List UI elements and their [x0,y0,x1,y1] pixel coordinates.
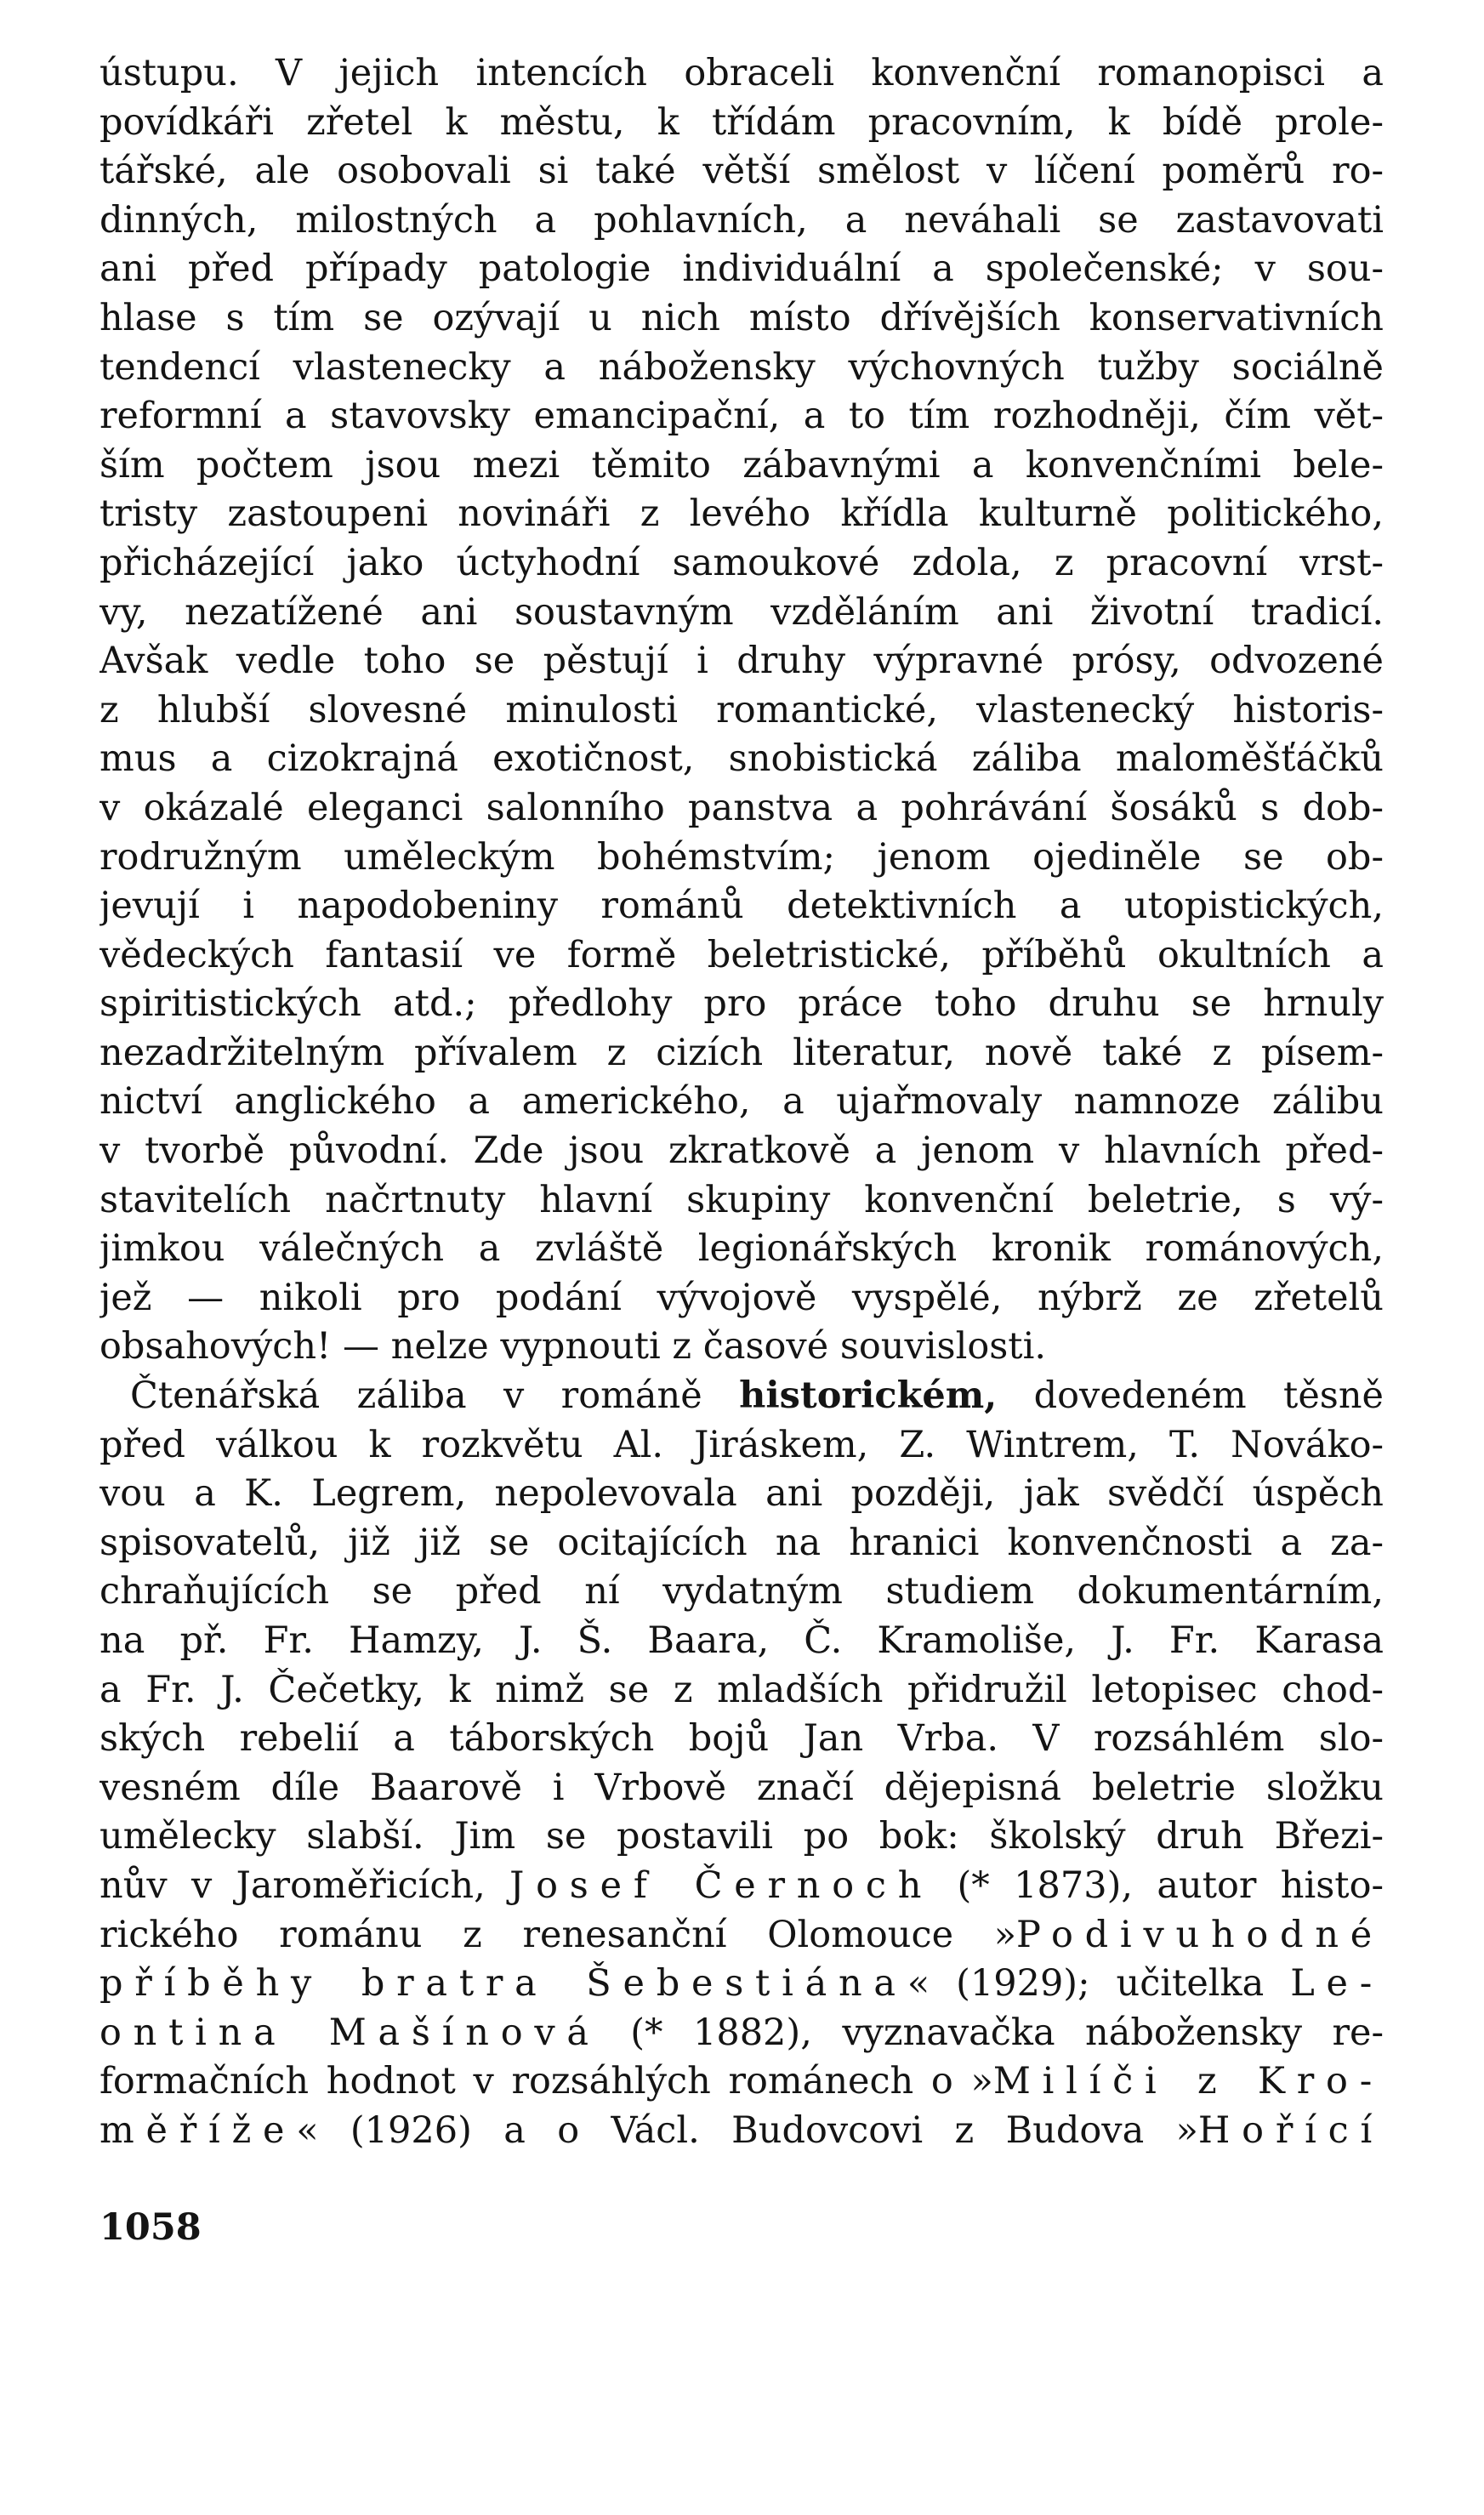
text-segment: v tvorbě původní. Zde jsou zkratkově a jenom v hlavních před- [100,1129,1384,1173]
text-line [100,735,1384,784]
text-segment: tendencí vlastenecky a nábožensky výchovných tužby sociálně [100,345,1384,389]
text-line [100,294,1384,344]
text-line [100,2057,1384,2107]
text-line [100,245,1384,294]
text-line [100,834,1384,883]
text-line [100,784,1384,834]
text-segment: reformní a stavovsky emancipační, a to tím rozhodněji, čím vět- [100,395,1384,438]
text-line [100,1568,1384,1617]
text-segment: spisovatelů, již již se ocitajících na hranici konvenčnosti a za- [100,1521,1384,1564]
spaced-name: Josef Černoch [509,1863,934,1907]
spaced-name: Milíči z Kro- [992,2060,1384,2103]
text-line [100,1127,1384,1176]
text-line [100,1960,1384,2009]
text-segment: přicházející jako úctyhodní samoukové zdola, z pracovní vrst- [100,541,1384,584]
text-segment: před válkou k rozkvětu Al. Jiráskem, Z. Wintrem, T. Novákо- [100,1423,1384,1466]
text-segment: hlase s tím se ozývají u nich místo dřívějších konservativních [100,296,1384,339]
spaced-name: Le- [1290,1962,1384,2006]
text-segment: ských rebelií a táborských bojů Jan Vrba. V rozsáhlém slo- [100,1717,1384,1761]
text-segment: rodružným uměleckým bohémstvím; jenom ojediněle se ob- [100,835,1384,879]
text-segment: « (1926) a o Václ. Budovcovi z Budova » [296,2108,1198,2152]
text-segment: spiritistických atd.; předlohy pro práce toho druhu se hrnuly [100,982,1384,1026]
text-segment: a Fr. J. Čečetky, k nimž se z mladších přidružil letopisec chod- [100,1668,1384,1711]
text-segment: tářské, ale osobovali si také větší smělost v líčení poměrů ro- [100,150,1384,193]
text-line [100,589,1384,638]
text-line [100,1666,1384,1716]
text-segment: (* 1873), autor histo- [933,1863,1384,1907]
text-line [100,1911,1384,1960]
text-line [100,1470,1384,1519]
text-line [100,1176,1384,1226]
spaced-name: Podivuhodné [1016,1913,1384,1956]
page-number: 1058 [100,2206,202,2249]
text-line [100,1617,1384,1666]
text-segment: vy, nezatížené ani soustavným vzděláním ani životní tradicí. [100,590,1384,634]
text-line [100,1812,1384,1862]
text-segment: v okázalé eleganci salonního panstva a pohrávání šosáků s dob- [100,786,1384,829]
text-line [100,1715,1384,1764]
spaced-name: Hořící [1197,2108,1384,2152]
text-segment: z hlubší slovesné minulosti romantické, vlastenecký historis- [100,688,1384,731]
text-segment: « (1929); učitelka [907,1962,1291,2006]
text-segment: dinných, milostných a pohlavních, a neváhali se zastavovati [100,198,1384,242]
text-line [100,2009,1384,2058]
text-body [100,49,1384,2156]
text-line [100,1372,1384,1421]
text-line [100,1323,1384,1372]
text-segment: ústupu. V jejich intencích obraceli konvenční romanopisci a [100,52,1384,94]
text-line [100,1225,1384,1274]
text-line [100,931,1384,981]
spaced-name: měříže [100,2108,297,2152]
text-line [100,1421,1384,1471]
text-line [100,490,1384,539]
text-line [100,1519,1384,1568]
text-segment: formačních hodnot v rozsáhlých románech o » [100,2060,993,2103]
text-segment: tristy zastoupeni novináři z levého křídla kulturně politického, [100,492,1384,536]
bold-term: historickém, [739,1374,998,1418]
text-line [100,392,1384,441]
text-segment: Avšak vedle toho se pěstují i druhy výpravné prósy, odvozené [100,640,1384,683]
text-segment: dovedeném těsně [997,1374,1384,1418]
text-segment: jimkou válečných a zvláště legionářských kronik románových, [100,1227,1384,1271]
text-line [100,1078,1384,1127]
text-segment: mus a cizokrajná exotičnost, snobistická záliba maloměšťáčků [100,737,1384,781]
text-line [100,196,1384,246]
text-segment: chraňujících se před ní vydatným studiem dokumentárním, [100,1570,1384,1613]
text-segment: nův v Jaroměřicích, [100,1863,510,1907]
text-segment: Čtenářská záliba v románě [130,1374,740,1418]
spaced-name: příběhy bratra Šebestiána [100,1962,907,2006]
text-line [100,1764,1384,1813]
text-line [100,99,1384,148]
text-line [100,686,1384,736]
text-segment: vesném díle Baarově i Vrbově značí dějepisná beletrie složku [100,1766,1384,1809]
text-line [100,147,1384,196]
text-line [100,1862,1384,1911]
text-line [100,49,1384,99]
text-line [100,1274,1384,1323]
text-segment: rického románu z renesanční Olomouce » [100,1913,1017,1956]
text-segment: ším počtem jsou mezi těmito zábavnými a konvenčními bele- [100,443,1384,486]
text-line [100,539,1384,589]
text-line [100,344,1384,393]
text-segment: umělecky slabší. Jim se postavili po bok: školský druh Březi- [100,1815,1384,1858]
text-segment: obsahových! — nelze vypnouti z časové souvislosti. [100,1325,1047,1368]
text-segment: nezadržitelným přívalem z cizích literatur, nově také z písem- [100,1031,1384,1074]
text-line [100,1029,1384,1078]
text-line [100,980,1384,1029]
text-segment: stavitelích načrtnuty hlavní skupiny konvenční beletrie, s vý- [100,1178,1384,1221]
spaced-name: ontina Mašínová [100,2011,600,2054]
text-line [100,441,1384,491]
text-segment: vědeckých fantasií ve formě beletristické, příběhů okultních a [100,933,1384,976]
text-segment: ani před případy patologie individuální a společenské; v sou- [100,248,1384,291]
text-line [100,2107,1384,2156]
text-segment: povídkáři zřetel k městu, k třídám pracovním, k bídě prole- [100,100,1384,144]
text-segment: jež — nikoli pro podání vývojově vyspělé, nýbrž ze zřetelů [100,1276,1384,1319]
text-line [100,637,1384,686]
text-segment: (* 1882), vyznavačka nábožensky re- [600,2011,1384,2054]
text-segment: nictví anglického a amerického, a ujařmovaly namnoze zálibu [100,1080,1384,1124]
text-segment: jevují i napodobeniny románů detektivních a utopistických, [100,885,1384,928]
text-segment: na př. Fr. Hamzy, J. Š. Baara, Č. Kramoliše, J. Fr. Karasa [100,1619,1384,1662]
text-segment: vou a K. Legrem, nepolevovala ani později, jak svědčí úspěch [100,1472,1384,1516]
text-line [100,882,1384,931]
